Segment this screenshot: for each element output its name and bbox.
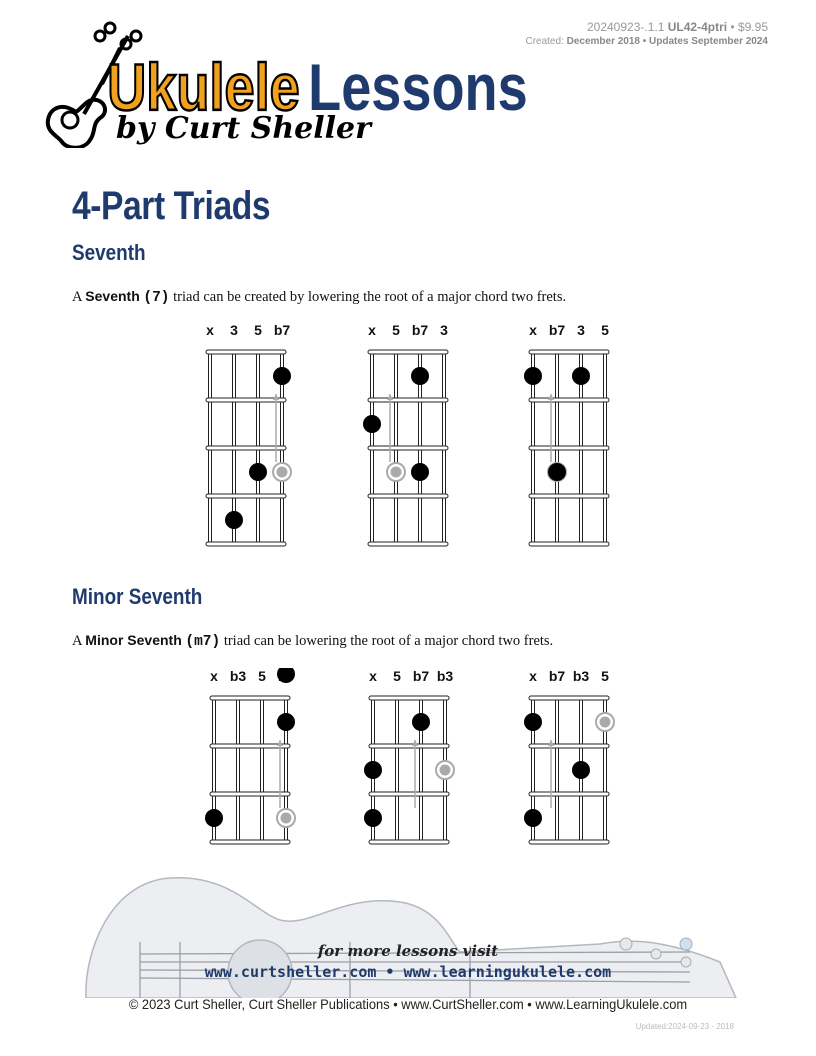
- string-label: b7: [273, 322, 291, 338]
- string-label: 5: [392, 322, 400, 338]
- fret-line: [206, 494, 286, 498]
- section-heading-seventh: Seventh: [72, 240, 146, 265]
- svg-text:Ukulele: Ukulele: [107, 49, 300, 125]
- string-label: b7: [548, 322, 566, 338]
- root-ghost-center: [600, 717, 611, 728]
- string-label: b7: [548, 668, 566, 684]
- string-label: b7: [412, 668, 430, 684]
- string-label: 3: [440, 322, 448, 338]
- fret-line: [368, 446, 448, 450]
- fret-line: [529, 542, 609, 546]
- fret-line: [529, 494, 609, 498]
- fret-line: [529, 792, 609, 796]
- chord-diagram-minor-seventh-3: [521, 668, 621, 858]
- fret-line: [369, 840, 449, 844]
- move-arrow-head: [412, 740, 418, 746]
- finger-dot: [225, 511, 243, 529]
- move-arrow-head: [548, 740, 554, 746]
- doc-price: • $9.95: [730, 20, 768, 34]
- fret-line: [368, 398, 448, 402]
- string-label: 5: [601, 322, 609, 338]
- fret-line: [529, 350, 609, 354]
- move-arrow-head: [548, 394, 554, 400]
- string-label: 5: [254, 322, 262, 338]
- fret-line: [368, 542, 448, 546]
- fret-line: [529, 398, 609, 402]
- finger-dot: [572, 761, 590, 779]
- ukulele-lessons-logo: [40, 18, 530, 148]
- fret-line: [368, 494, 448, 498]
- string-label: 3: [577, 322, 585, 338]
- keyword-minor-seventh: Minor Seventh: [85, 632, 182, 648]
- chord-diagram-seventh-1: [198, 322, 298, 562]
- chord-diagram-minor-seventh-1: [202, 668, 302, 858]
- finger-dot: [205, 809, 223, 827]
- root-ghost-center: [281, 813, 292, 824]
- svg-text:Lessons: Lessons: [308, 49, 528, 125]
- document-dates: [525, 36, 768, 47]
- fret-line: [529, 744, 609, 748]
- string-label: b3: [229, 668, 247, 684]
- move-arrow-head: [273, 394, 279, 400]
- fret-line: [529, 446, 609, 450]
- finger-dot: [572, 367, 590, 385]
- string-label: b3: [572, 668, 590, 684]
- finger-dot: [277, 668, 295, 683]
- fret-line: [369, 696, 449, 700]
- finger-dot: [524, 367, 542, 385]
- updated-stamp: Updated:2024-09-23 - 2018: [635, 1022, 734, 1031]
- keyword-seventh: Seventh: [85, 288, 140, 304]
- fret-line: [369, 744, 449, 748]
- doc-code: UL42-4ptri: [667, 20, 728, 34]
- finger-dot: [412, 713, 430, 731]
- root-ghost-center: [440, 765, 451, 776]
- copyright-line: © 2023 Curt Sheller, Curt Sheller Publications • www.CurtSheller.com • www.LearningUkulele.com: [128, 996, 688, 1012]
- root-ghost-center: [277, 467, 288, 478]
- doc-version: 20240923-.1.1: [586, 20, 665, 34]
- finger-dot: [364, 761, 382, 779]
- finger-dot: [277, 713, 295, 731]
- move-arrow-head: [277, 740, 283, 746]
- string-label: b7: [411, 322, 429, 338]
- root-ghost-center: [391, 467, 402, 478]
- document-code: [587, 20, 768, 34]
- finger-dot: [524, 809, 542, 827]
- fret-line: [529, 840, 609, 844]
- string-label: x: [529, 322, 537, 338]
- fret-line: [529, 696, 609, 700]
- fret-line: [368, 350, 448, 354]
- fret-line: [206, 542, 286, 546]
- string-label: x: [210, 668, 218, 684]
- string-label: x: [206, 322, 214, 338]
- string-label: 3: [230, 322, 238, 338]
- string-label: 5: [393, 668, 401, 684]
- move-arrow-head: [387, 394, 393, 400]
- svg-text:by Curt Sheller: by Curt Sheller: [116, 111, 371, 146]
- created-label: Created:: [525, 36, 564, 47]
- more-lessons-text: for more lessons visit: [317, 942, 499, 960]
- chord-diagram-seventh-2: [360, 322, 460, 562]
- finger-dot: [411, 463, 429, 481]
- chord-symbol-m7: (m7): [185, 634, 221, 650]
- string-label: 5: [258, 668, 266, 684]
- finger-dot: [524, 713, 542, 731]
- string-label: x: [368, 322, 376, 338]
- minor-seventh-description: A Minor Seventh (m7) triad can be lowering the root of a major chord two frets.: [72, 632, 554, 650]
- fret-line: [210, 840, 290, 844]
- chord-diagram-minor-seventh-2: [361, 668, 461, 858]
- fret-line: [206, 350, 286, 354]
- seventh-description: A Seventh (7) triad can be created by lowering the root of a major chord two frets.: [72, 288, 567, 306]
- created-value: December 2018 • Updates September 2024: [566, 36, 768, 47]
- finger-dot: [249, 463, 267, 481]
- fret-line: [210, 792, 290, 796]
- finger-dot: [364, 809, 382, 827]
- fret-line: [206, 446, 286, 450]
- website-links[interactable]: www.curtsheller.com • www.learningukulele.com: [204, 963, 612, 981]
- string-label: b3: [436, 668, 454, 684]
- chord-diagram-seventh-3: [521, 322, 621, 562]
- finger-dot: [548, 463, 566, 481]
- chord-symbol-7: (7): [143, 290, 170, 306]
- fret-line: [210, 696, 290, 700]
- string-label: x: [369, 668, 377, 684]
- fret-line: [369, 792, 449, 796]
- finger-dot: [363, 415, 381, 433]
- page-title: 4-Part Triads: [72, 184, 271, 228]
- string-label: 5: [601, 668, 609, 684]
- string-label: x: [529, 668, 537, 684]
- section-heading-minor-seventh: Minor Seventh: [72, 584, 203, 609]
- finger-dot: [411, 367, 429, 385]
- finger-dot: [273, 367, 291, 385]
